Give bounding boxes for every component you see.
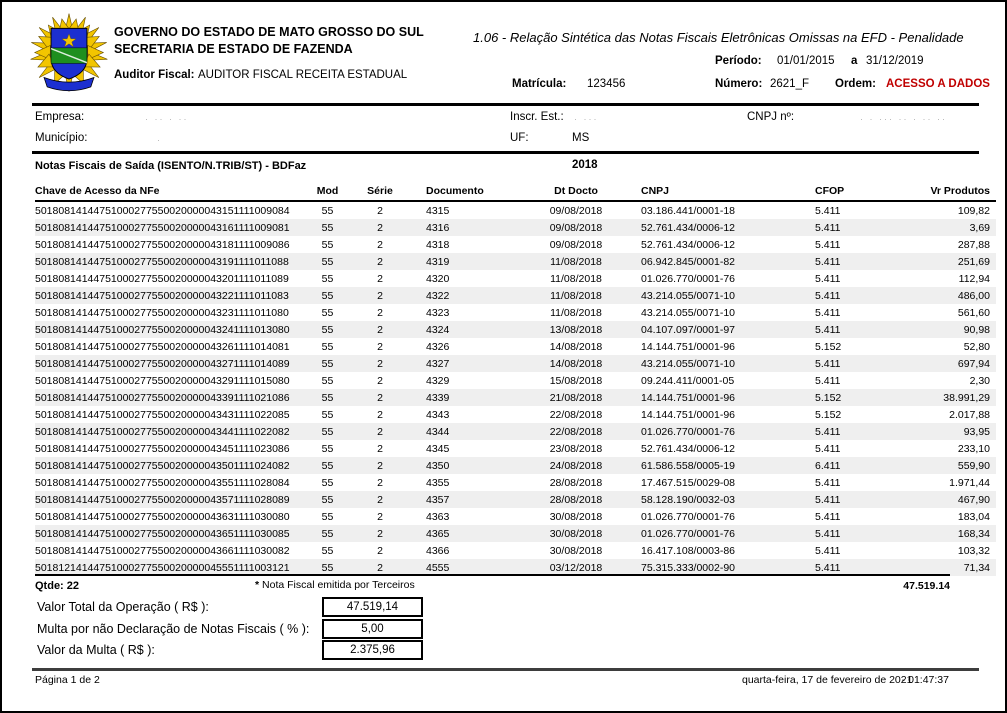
cell-documento: 4322 [410, 287, 521, 304]
cell-documento: 4319 [410, 253, 521, 270]
col-mod: Mod [305, 178, 350, 201]
cell-serie: 2 [350, 287, 410, 304]
cell-dt-docto: 28/08/2018 [521, 491, 631, 508]
col-cnpj: CNPJ [631, 178, 801, 201]
auditor-fiscal-label: Auditor Fiscal: [114, 69, 195, 81]
header-divider [32, 103, 979, 106]
cell-mod: 55 [305, 423, 350, 440]
cell-chave: 50180814144751000277550020000043151111009084 [35, 204, 290, 217]
org-name-line1: GOVERNO DO ESTADO DE MATO GROSSO DO SUL [114, 25, 424, 39]
cell-chave: 50180814144751000277550020000043161111009081 [35, 219, 305, 236]
cell-mod: 55 [321, 544, 334, 557]
cell-dt-docto: 14/08/2018 [549, 340, 603, 353]
cell-vr-produtos: 486,00 [900, 287, 996, 304]
table-row [35, 474, 996, 491]
cell-mod: 55 [321, 306, 334, 319]
cell-vr-produtos: 559,90 [900, 457, 996, 474]
cell-serie: 2 [377, 272, 383, 285]
cell-chave: 50180814144751000277550020000043191111011088 [35, 253, 305, 270]
cell-chave: 50181214144751000277550020000045551111003121 [35, 559, 305, 576]
footer-divider [32, 668, 979, 671]
cell-mod: 55 [321, 204, 334, 217]
auditor-fiscal-value: AUDITOR FISCAL RECEITA ESTADUAL [198, 69, 408, 81]
footnote [255, 579, 415, 591]
cell-vr-produtos: 697,94 [900, 355, 996, 372]
cell-vr-produtos: 2.017,88 [949, 408, 990, 421]
cell-cnpj: 06.942.845/0001-82 [631, 253, 801, 270]
cell-dt-docto: 22/08/2018 [521, 423, 631, 440]
cell-serie: 2 [377, 408, 383, 421]
cnpj-value-redacted: · · ··· ·· · ·· ·· [860, 114, 947, 124]
cell-chave: 50180814144751000277550020000043571111028089 [35, 491, 305, 508]
cell-chave: 50180814144751000277550020000043651111030085 [35, 525, 305, 542]
cell-documento: 4316 [410, 219, 521, 236]
table-row [35, 355, 996, 372]
numero-value: 2621_F [770, 78, 810, 90]
cell-dt-docto: 14/08/2018 [521, 355, 631, 372]
multa-percentual-label: Multa por não Declaração de Notas Fiscais ( % ): [37, 622, 310, 636]
table-row [35, 491, 996, 508]
valor-multa-label: Valor da Multa ( R$ ): [37, 643, 155, 657]
cell-serie: 2 [377, 238, 383, 251]
cell-dt-docto: 11/08/2018 [521, 287, 631, 304]
cell-documento: 4318 [426, 238, 450, 251]
cell-serie: 2 [377, 510, 383, 523]
cell-vr-produtos: 251,69 [900, 253, 996, 270]
cell-mod: 55 [305, 525, 350, 542]
cell-cnpj: 09.244.411/0001-05 [641, 374, 735, 387]
table-row [35, 270, 996, 287]
cell-documento: 4324 [410, 321, 521, 338]
cell-mod: 55 [305, 559, 350, 576]
cell-vr-produtos: 3,69 [900, 219, 996, 236]
cell-cnpj: 14.144.751/0001-96 [641, 340, 736, 353]
cell-dt-docto: 11/08/2018 [550, 272, 602, 285]
cell-vr-produtos: 90,98 [900, 321, 996, 338]
cell-cnpj: 16.417.108/0003-86 [641, 544, 736, 557]
periodo-from: 01/01/2015 [777, 55, 835, 67]
cell-documento: 4326 [426, 340, 450, 353]
cell-chave: 50180814144751000277550020000043441111022082 [35, 423, 305, 440]
empresa-value-redacted: · ·· · ·· [145, 114, 189, 124]
cell-chave: 50180814144751000277550020000043391111021086 [35, 389, 305, 406]
cell-cnpj: 43.214.055/0071-10 [631, 355, 801, 372]
cell-dt-docto: 09/08/2018 [521, 219, 631, 236]
cell-vr-produtos: 52,80 [963, 340, 990, 353]
cell-vr-produtos: 112,94 [958, 272, 990, 285]
table-row [35, 287, 996, 304]
cell-cnpj: 04.107.097/0001-97 [631, 321, 801, 338]
cell-cnpj: 17.467.515/0029-08 [641, 476, 736, 489]
empresa-label: Empresa: [35, 111, 85, 123]
state-coat-of-arms-logo [30, 12, 108, 104]
periodo-separator: a [851, 55, 858, 67]
cell-cfop: 5.411 [801, 355, 900, 372]
cell-mod: 55 [321, 340, 334, 353]
cell-cfop: 5.152 [815, 408, 842, 421]
cell-vr-produtos: 109,82 [957, 204, 990, 217]
cell-chave: 50180814144751000277550020000043501111024082 [35, 457, 305, 474]
cell-dt-docto: 22/08/2018 [549, 408, 603, 421]
cell-cfop: 5.411 [815, 272, 841, 285]
table-row [35, 253, 996, 270]
cell-cnpj: 14.144.751/0001-96 [631, 389, 801, 406]
cell-cfop: 5.411 [815, 510, 841, 523]
table-body [35, 201, 996, 576]
cell-dt-docto: 09/08/2018 [549, 238, 603, 251]
cell-cnpj: 52.761.434/0006-12 [631, 219, 801, 236]
cell-dt-docto: 30/08/2018 [521, 525, 631, 542]
cell-cfop: 5.411 [815, 476, 841, 489]
cell-vr-produtos: 287,88 [957, 238, 990, 251]
matricula-value: 123456 [587, 78, 626, 90]
cell-chave: 50180814144751000277550020000043431111022085 [35, 408, 290, 421]
table-row [35, 372, 996, 389]
cell-serie: 2 [350, 219, 410, 236]
uf-value: MS [572, 132, 590, 144]
cell-vr-produtos: 71,34 [900, 559, 996, 576]
table-row [35, 236, 996, 253]
footnote-text: Nota Fiscal emitida por Terceiros [262, 579, 415, 591]
table-row [35, 304, 996, 321]
cell-chave: 50180814144751000277550020000043201111011089 [35, 272, 289, 285]
cell-cnpj: 52.761.434/0006-12 [641, 238, 736, 251]
cell-documento: 4555 [410, 559, 521, 576]
valor-multa-field: 2.375,96 [322, 640, 423, 660]
cell-dt-docto: 09/08/2018 [549, 204, 603, 217]
cell-chave: 50180814144751000277550020000043631111030080 [35, 510, 290, 523]
inscr-est-value-redacted: · ··· [574, 114, 599, 124]
valor-total-operacao-label: Valor Total da Operação ( R$ ): [37, 600, 209, 614]
cell-dt-docto: 11/08/2018 [550, 306, 602, 319]
cell-cnpj: 43.214.055/0071-10 [641, 306, 736, 319]
table-row [35, 508, 996, 525]
cell-chave: 50180814144751000277550020000043181111009086 [35, 238, 290, 251]
cell-cfop: 5.411 [801, 559, 900, 576]
cell-cnpj: 01.026.770/0001-76 [631, 525, 801, 542]
table-row [35, 338, 996, 355]
table-row [35, 542, 996, 559]
cell-dt-docto: 23/08/2018 [549, 442, 603, 455]
cell-vr-produtos: 2,30 [969, 374, 990, 387]
cell-cnpj: 61.586.558/0005-19 [631, 457, 801, 474]
footnote-star: * [255, 579, 260, 591]
cell-serie: 2 [350, 423, 410, 440]
cell-chave: 50180814144751000277550020000043271111014089 [35, 355, 305, 372]
cell-cfop: 5.411 [801, 491, 900, 508]
col-cfop: CFOP [801, 178, 900, 201]
cell-cnpj: 01.026.770/0001-76 [641, 272, 736, 285]
cell-cnpj: 03.186.441/0001-18 [641, 204, 736, 217]
cell-vr-produtos: 1.971,44 [949, 476, 990, 489]
cell-cnpj: 75.315.333/0002-90 [631, 559, 801, 576]
cell-chave: 50180814144751000277550020000043231111011080 [35, 306, 289, 319]
numero-label: Número: [715, 78, 763, 90]
cell-mod: 55 [305, 355, 350, 372]
cell-cfop: 5.411 [815, 544, 841, 557]
cell-documento: 4343 [426, 408, 450, 421]
cell-documento: 4329 [426, 374, 450, 387]
cell-documento: 4350 [410, 457, 521, 474]
periodo-label: Período: [715, 55, 762, 67]
cell-cfop: 5.411 [815, 306, 841, 319]
cell-dt-docto: 28/08/2018 [549, 476, 603, 489]
cell-cfop: 6.411 [801, 457, 900, 474]
cell-serie: 2 [350, 457, 410, 474]
cell-mod: 55 [321, 408, 334, 421]
cell-chave: 50180814144751000277550020000043241111013080 [35, 321, 305, 338]
cell-documento: 4365 [410, 525, 521, 542]
cell-mod: 55 [305, 287, 350, 304]
nfe-table [35, 178, 996, 576]
cell-cfop: 5.411 [801, 525, 900, 542]
cell-chave: 50180814144751000277550020000043291111015080 [35, 374, 290, 387]
footer-date: quarta-feira, 17 de fevereiro de 2021 [742, 674, 913, 686]
ordem-label: Ordem: [835, 78, 876, 90]
cell-cfop: 5.411 [815, 204, 841, 217]
cell-chave: 50180814144751000277550020000043661111030082 [35, 544, 290, 557]
cell-documento: 4363 [426, 510, 450, 523]
cell-vr-produtos: 183,04 [957, 510, 990, 523]
cell-vr-produtos: 93,95 [900, 423, 996, 440]
cell-documento: 4344 [410, 423, 521, 440]
cell-mod: 55 [321, 238, 334, 251]
section-year: 2018 [572, 159, 598, 171]
cell-serie: 2 [350, 355, 410, 372]
table-header [35, 178, 996, 201]
cell-cfop: 5.152 [801, 389, 900, 406]
col-vr-produtos: Vr Produtos [900, 178, 996, 201]
table-header-row [35, 178, 996, 201]
cell-mod: 55 [321, 510, 334, 523]
page-number: Página 1 de 2 [35, 674, 100, 686]
cell-documento: 4355 [426, 476, 450, 489]
table-bottom-divider [35, 574, 950, 576]
cell-cfop: 5.411 [801, 287, 900, 304]
report-title: 1.06 - Relação Sintética das Notas Fiscais Eletrônicas Omissas na EFD - Penalidade [473, 30, 964, 45]
cell-cnpj: 58.128.190/0032-03 [631, 491, 801, 508]
org-name-line2: SECRETARIA DE ESTADO DE FAZENDA [114, 42, 353, 56]
cell-chave: 50180814144751000277550020000043221111011083 [35, 287, 305, 304]
municipio-label: Município: [35, 132, 88, 144]
col-serie: Série [350, 178, 410, 201]
cell-serie: 2 [377, 340, 383, 353]
coat-of-arms-icon [30, 12, 108, 104]
footer-time: - 01:47:37 [901, 674, 949, 686]
cnpj-label: CNPJ nº: [747, 111, 795, 123]
cell-dt-docto: 15/08/2018 [549, 374, 603, 387]
cell-mod: 55 [305, 491, 350, 508]
table-row [35, 219, 996, 236]
cell-documento: 4345 [426, 442, 450, 455]
cell-dt-docto: 30/08/2018 [549, 544, 603, 557]
cell-mod: 55 [321, 476, 334, 489]
municipio-value-redacted: · [157, 135, 162, 145]
cell-cfop: 5.411 [815, 442, 841, 455]
table-row [35, 440, 996, 457]
cell-serie: 2 [377, 374, 383, 387]
total-vr-produtos: 47.519.14 [903, 580, 950, 592]
cell-serie: 2 [350, 321, 410, 338]
cell-vr-produtos: 168,34 [900, 525, 996, 542]
section-title: Notas Fiscais de Saída (ISENTO/N.TRIB/ST) - BDFaz [35, 160, 307, 172]
cell-documento: 4327 [410, 355, 521, 372]
cell-documento: 4320 [426, 272, 450, 285]
table-row [35, 389, 996, 406]
cell-serie: 2 [350, 491, 410, 508]
cell-serie: 2 [350, 559, 410, 576]
cell-mod: 55 [321, 374, 334, 387]
matricula-label: Matrícula: [512, 78, 567, 90]
table-row [35, 423, 996, 440]
table-row [35, 406, 996, 423]
cell-chave: 50180814144751000277550020000043451111023086 [35, 442, 290, 455]
cell-vr-produtos: 233,10 [957, 442, 990, 455]
col-chave: Chave de Acesso da NFe [35, 178, 305, 201]
cell-vr-produtos: 561,60 [957, 306, 990, 319]
cell-serie: 2 [350, 253, 410, 270]
cell-cfop: 5.411 [815, 238, 841, 251]
periodo-to: 31/12/2019 [866, 55, 924, 67]
cell-chave: 50180814144751000277550020000043551111028084 [35, 476, 290, 489]
cell-cnpj: 01.026.770/0001-76 [631, 423, 801, 440]
cell-cfop: 5.411 [801, 321, 900, 338]
cell-mod: 55 [305, 253, 350, 270]
cell-cfop: 5.411 [801, 423, 900, 440]
table-row [35, 525, 996, 542]
table-row [35, 457, 996, 474]
cell-documento: 4339 [410, 389, 521, 406]
table-row [35, 201, 996, 219]
cell-dt-docto: 03/12/2018 [521, 559, 631, 576]
cell-documento: 4323 [426, 306, 450, 319]
cell-mod: 55 [305, 389, 350, 406]
cell-vr-produtos: 467,90 [900, 491, 996, 508]
qtde-total: Qtde: 22 [35, 580, 80, 592]
cell-serie: 2 [350, 525, 410, 542]
cell-cfop: 5.411 [815, 374, 841, 387]
cell-cnpj: 52.761.434/0006-12 [641, 442, 736, 455]
cell-serie: 2 [377, 544, 383, 557]
multa-percentual-field: 5,00 [322, 619, 423, 639]
inscr-est-label: Inscr. Est.: [510, 111, 564, 123]
cell-mod: 55 [305, 321, 350, 338]
ordem-value: ACESSO A DADOS [886, 78, 990, 90]
cell-documento: 4357 [410, 491, 521, 508]
cell-vr-produtos: 38.991,29 [900, 389, 996, 406]
company-divider [32, 151, 979, 154]
cell-cnpj: 43.214.055/0071-10 [631, 287, 801, 304]
cell-serie: 2 [377, 306, 383, 319]
valor-total-operacao-field: 47.519,14 [322, 597, 423, 617]
cell-cfop: 5.411 [801, 253, 900, 270]
cell-mod: 55 [305, 219, 350, 236]
col-dt-docto: Dt Docto [521, 178, 631, 201]
col-documento: Documento [410, 178, 521, 201]
cell-dt-docto: 24/08/2018 [521, 457, 631, 474]
cell-cfop: 5.411 [801, 219, 900, 236]
cell-serie: 2 [377, 442, 383, 455]
cell-mod: 55 [321, 442, 334, 455]
cell-documento: 4366 [426, 544, 450, 557]
cell-dt-docto: 11/08/2018 [521, 253, 631, 270]
cell-cfop: 5.152 [815, 340, 842, 353]
uf-label: UF: [510, 132, 529, 144]
cell-serie: 2 [377, 204, 383, 217]
cell-dt-docto: 30/08/2018 [549, 510, 603, 523]
cell-mod: 55 [321, 272, 334, 285]
cell-serie: 2 [350, 389, 410, 406]
cell-cnpj: 14.144.751/0001-96 [641, 408, 736, 421]
cell-mod: 55 [305, 457, 350, 474]
table-row [35, 321, 996, 338]
cell-vr-produtos: 103,32 [957, 544, 990, 557]
cell-documento: 4315 [426, 204, 450, 217]
cell-cnpj: 01.026.770/0001-76 [641, 510, 736, 523]
cell-chave: 50180814144751000277550020000043261111014081 [35, 340, 290, 353]
cell-dt-docto: 13/08/2018 [521, 321, 631, 338]
cell-serie: 2 [377, 476, 383, 489]
cell-dt-docto: 21/08/2018 [521, 389, 631, 406]
